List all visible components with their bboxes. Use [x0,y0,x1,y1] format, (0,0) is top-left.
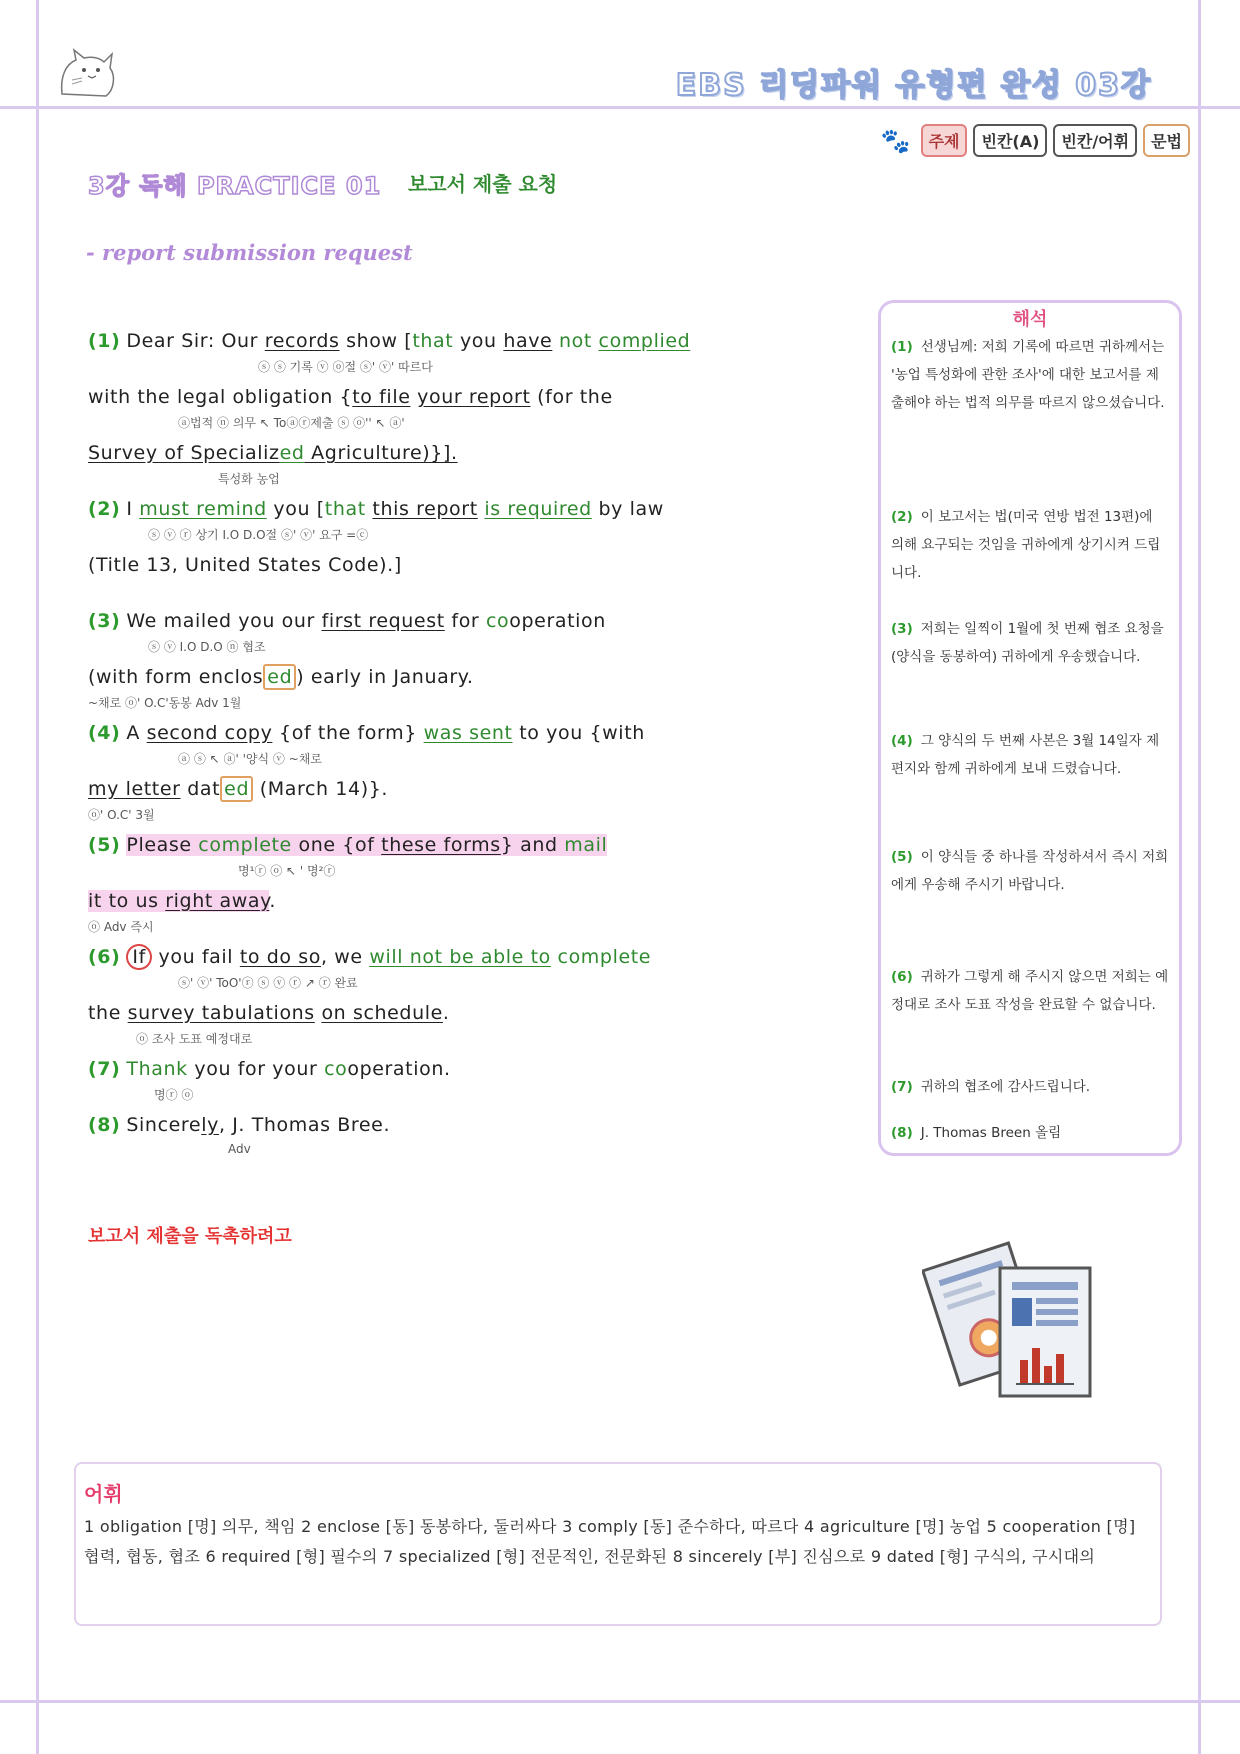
text: you [453,330,504,352]
right-border-line [1198,0,1201,1754]
text: to do so [239,946,321,968]
tag-grammar[interactable]: 문법 [1143,124,1190,157]
sentence-number: (5) [891,849,913,865]
text: dat [180,778,221,800]
text: to you {with [512,722,645,744]
grammar-annotation: ⓐ법적 ⓝ 의무 ↖ Toⓐⓡ제출 ⓢ ⓞ'' ↖ ⓐ' [178,416,405,430]
sentence-number: (2) [88,498,121,520]
text: right away [165,890,270,912]
translation-text: 선생님께: 저희 기록에 따르면 귀하께서는 '농업 특성화에 관한 조사'에 대한 보고서를 제출해야 하는 법적 의무를 따르지 않으셨습니다. [891,339,1165,411]
text: , J. Thomas Bree. [218,1114,391,1136]
text: ly [201,1114,219,1136]
sentence-number: (5) [88,834,121,856]
translation-item [891,963,1169,1019]
translation-item [891,1073,1169,1101]
text: Sincere [126,1114,202,1136]
section-subtitle: 보고서 제출 요청 [408,172,558,196]
english-subtitle: - report submission request [86,240,413,265]
vocabulary-title: 어휘 [84,1482,123,1506]
text: ed [220,776,253,802]
text: A [126,722,147,744]
sentence-number: (1) [891,339,913,355]
text: We mailed you our [126,610,322,632]
report-document-icon [922,1232,1102,1412]
question-type-tags [881,124,1190,157]
translation-item [891,1119,1169,1147]
grammar-annotation: ⓞ 조사 도표 예정대로 [136,1032,253,1046]
text: co [324,1058,348,1080]
text: , we [320,946,370,968]
cat-logo-icon [52,46,122,102]
passage-line [88,834,788,862]
sentence-number: (3) [88,610,121,632]
translation-text: 저희는 일찍이 1월에 첫 번째 협조 요청을 (양식을 동봉하여) 귀하에게 우송했습니다. [891,621,1164,665]
text: this report [372,498,478,520]
bottom-border-line [0,1700,1240,1703]
vocabulary-panel [74,1462,1162,1626]
top-border-line [0,106,1240,109]
passage-line [88,1002,788,1030]
purpose-summary: 보고서 제출을 독촉하려고 [88,1226,292,1247]
text: Dear Sir: Our [126,330,265,352]
text: have [503,330,553,352]
grammar-annotation: 명ⓡ ⓞ [154,1088,194,1102]
text: ) early in January. [296,666,474,688]
translation-item [891,503,1169,587]
text: second copy [146,722,273,744]
passage-line [88,666,788,694]
sentence-number: (1) [88,330,121,352]
translation-item [891,333,1169,417]
sentence-number: (3) [891,621,913,637]
tag-blank-a[interactable]: 빈칸(A) [973,124,1047,157]
passage-line [88,498,788,526]
text: complete [198,834,292,856]
text: is required [484,498,592,520]
grammar-annotation: Adv [228,1142,251,1156]
text: (with form enclos [88,666,264,688]
text: my letter [88,778,181,800]
grammar-annotation: 특성화 농업 [218,472,280,486]
translation-text: 귀하가 그렇게 해 주시지 않으면 저희는 예정대로 조사 도표 작성을 완료할 수 없습니다. [891,969,1169,1013]
text: records [264,330,340,352]
text: mail [564,834,608,856]
sentence-number: (4) [891,733,913,749]
translation-panel [878,300,1182,1156]
passage-line [88,946,788,974]
text: (for the [530,386,613,408]
text: operation. [347,1058,451,1080]
text: not [552,330,599,352]
passage-line [88,442,788,470]
text: your report [417,386,531,408]
sentence-number: (8) [88,1114,121,1136]
section-title: 3강 독해 PRACTICE 01 [88,172,382,200]
sentence-number: (6) [88,946,121,968]
tag-topic[interactable]: 주제 [921,124,968,157]
text: If [126,944,152,970]
text: (March 14)}. [253,778,389,800]
sentence-number: (7) [88,1058,121,1080]
grammar-annotation: 명¹ⓡ ⓞ ↖ ' 명²ⓡ [238,864,336,878]
sentence-number: (8) [891,1125,913,1141]
passage-line [88,610,788,638]
text: one {of [291,834,382,856]
text: {of the form} [272,722,424,744]
text: ed [279,442,305,464]
sentence-number: (6) [891,969,913,985]
translation-item [891,727,1169,783]
passage-line: (Title 13, United States Code).] [88,554,402,576]
tag-blank-vocab[interactable]: 빈칸/어휘 [1053,124,1137,157]
text: co [485,610,510,632]
passage-line [88,386,788,414]
grammar-annotation: ⓞ Adv 즉시 [88,920,154,934]
grammar-annotation: ⓢ' ⓥ' ToO'ⓡ ⓢ ⓥ ⓡ ↗ ⓡ 완료 [178,976,358,990]
text: . [442,1002,450,1024]
sentence-number: (7) [891,1079,913,1095]
translation-item [891,615,1169,671]
sentence-number: (2) [891,509,913,525]
grammar-annotation: ~채로 ⓞ' O.C'동봉 Adv 1월 [88,696,242,710]
text: the [88,1002,128,1024]
passage-line [88,890,788,918]
passage-line [88,778,788,806]
text: must remind [139,498,267,520]
header-title: EBS 리딩파워 유형편 완성 03강 [675,68,1152,103]
text: you for your [187,1058,325,1080]
text: you [ [266,498,325,520]
passage-line [88,330,788,358]
grammar-annotation: ⓢ ⓢ 기록 ⓥ ⓞ절 ⓢ' ⓥ' 따르다 [258,360,433,374]
text: it to us [88,890,166,912]
text: these forms [381,834,501,856]
text: complied [598,330,691,352]
passage-line [88,1058,788,1086]
text: Agriculture)}]. [304,442,458,464]
paw-icon: 🐾 [880,126,911,155]
text: complete [557,946,652,968]
text: was sent [423,722,513,744]
text: to file [352,386,411,408]
grammar-annotation: ⓐ ⓢ ↖ ⓐ' '양식 ⓥ ~채로 [178,752,322,766]
text: survey tabulations [127,1002,315,1024]
text: by law [591,498,664,520]
text: that [324,498,366,520]
left-border-line [36,0,39,1754]
passage-line [88,1114,788,1142]
translation-text: 이 양식들 중 하나를 작성하셔서 즉시 저희에게 우송해 주시기 바랍니다. [891,849,1169,893]
text: } and [500,834,565,856]
text [551,946,558,968]
text: that [412,330,454,352]
text: Survey of Specializ [88,442,280,464]
translation-text: 귀하의 협조에 감사드립니다. [920,1079,1091,1095]
text: first request [321,610,445,632]
text: will not be able to [369,946,551,968]
translation-item [891,843,1169,899]
text: Thank [126,1058,188,1080]
translation-title: 해석 [1012,309,1048,330]
text: you fail [151,946,240,968]
vocabulary-list: 1 obligation [명] 의무, 책임 2 enclose [동] 동봉하다, 둘러싸다 3 comply [동] 준수하다, 따르다 4 agriculture [명] 농업 5 cooperation [명] 협력, 협동, 협조 6 required [형] 필수의 7 specialized [형] 전문적인, 전문화된 8 sincerely [부] 진심으로 9 dated [형] 구식의, 구시대의 [84,1517,1136,1566]
translation-text: 이 보고서는 법(미국 연방 법전 13편)에 의해 요구되는 것임을 귀하에게 상기시켜 드립니다. [891,509,1161,581]
text: with the legal obligation { [88,386,353,408]
text: ed [263,664,296,690]
text: for [444,610,486,632]
translation-text: 그 양식의 두 번째 사본은 3월 14일자 제 편지와 함께 귀하에게 보내 드렸습니다. [891,733,1160,777]
passage-line [88,722,788,750]
translation-text: J. Thomas Breen 올림 [920,1125,1062,1141]
grammar-annotation: ⓞ' O.C' 3월 [88,808,155,822]
text: Please [126,834,199,856]
text: operation [509,610,606,632]
annotated-passage [88,330,788,1170]
sentence-number: (4) [88,722,121,744]
text: I [126,498,140,520]
grammar-annotation: ⓢ ⓥ I.O D.O ⓝ 협조 [148,640,266,654]
grammar-annotation: ⓢ ⓥ ⓡ 상기 I.O D.O절 ⓢ' ⓥ' 요구 =ⓒ [148,528,369,542]
text: show [ [339,330,413,352]
text: on schedule [321,1002,443,1024]
text: . [269,890,276,912]
